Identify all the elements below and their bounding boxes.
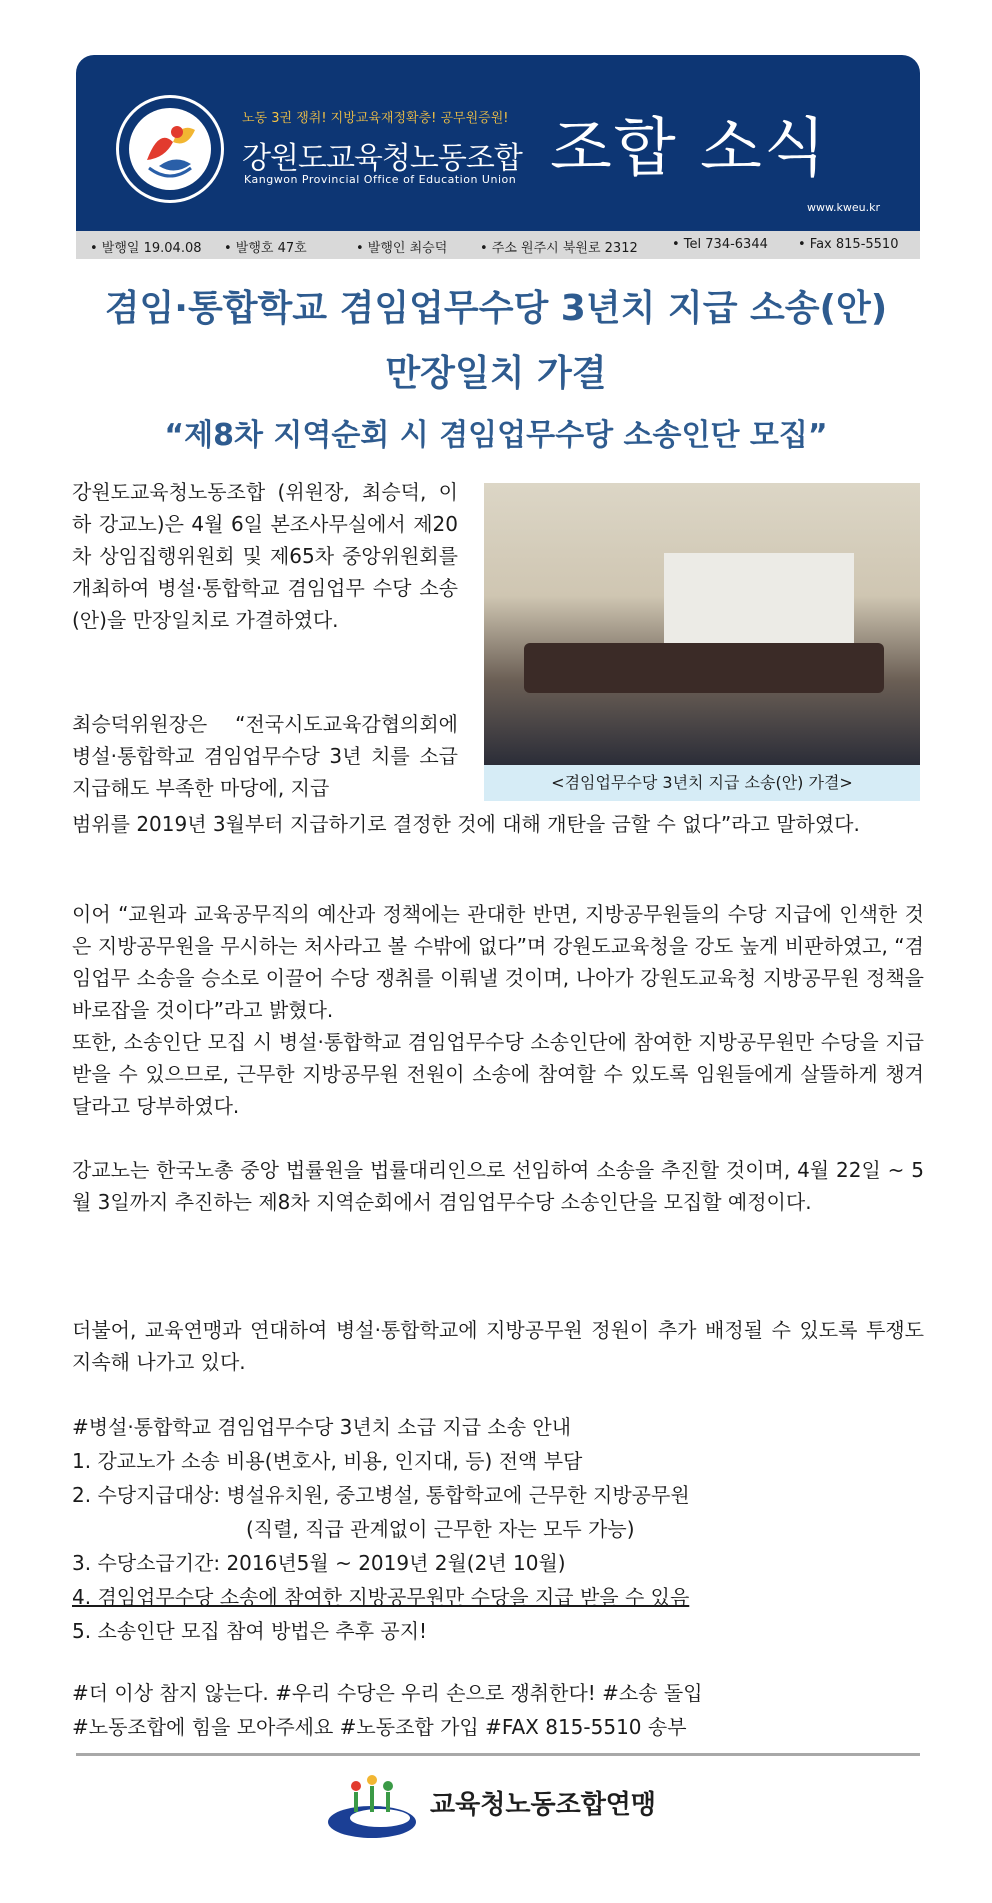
- photo-banner: [664, 553, 854, 653]
- paragraph-4: 또한, 소송인단 모집 시 병설·통합학교 겸임업무수당 소송인단에 참여한 지방공무원만 수당을 지급받을 수 있으므로, 근무한 지방공무원 전원이 소송에 참여할 수 있도록 임원들에게 살뜰하게 챙겨달라고 당부하였다.: [72, 1030, 924, 1118]
- photo-caption: <겸임업무수당 3년치 지급 소송(안) 가결>: [484, 765, 920, 801]
- paragraph-5: 강교노는 한국노총 중앙 법률원을 법률대리인으로 선임하여 소송을 추진할 것이며, 4월 22일 ~ 5월 3일까지 추진하는 제8차 지역순회에서 겸임업무수당 소송인단을 모집할 예정이다.: [72, 1158, 924, 1214]
- hashtag-line-1: #더 이상 참지 않는다. #우리 수당은 우리 손으로 쟁취한다! #소송 돌입: [72, 1681, 703, 1705]
- list-item: 3. 수당소급기간: 2016년5월 ~ 2019년 2월(2년 10월): [72, 1551, 566, 1575]
- union-logo: [116, 95, 224, 203]
- hashtags: [72, 1676, 703, 1744]
- photo-table: [524, 643, 884, 693]
- meeting-photo: [484, 483, 920, 765]
- website-link[interactable]: www.kweu.kr: [807, 201, 880, 214]
- paragraph-1: 강원도교육청노동조합 (위원장, 최승덕, 이하 강교노)은 4월 6일 본조사무실에서 제20차 상임집행위원회 및 제65차 중앙위원회를 개최하여 병설·통합학교 겸임업무 수당 소송(안)을 만장일치로 가결하였다.: [72, 480, 458, 632]
- federation-logo-icon: [320, 1768, 430, 1844]
- header-slogan: 노동 3권 쟁취! 지방교육재정확충! 공무원증원!: [242, 111, 509, 126]
- footer-divider: [76, 1753, 920, 1756]
- list-item: 1. 강교노가 소송 비용(변호사, 비용, 인지대, 등) 전액 부담: [72, 1449, 583, 1473]
- paragraph-2b: 범위를 2019년 3월부터 지급하기로 결정한 것에 대해 개탄을 금할 수 없다”라고 말하였다.: [72, 812, 860, 836]
- address: • 주소 원주시 북원로 2312: [480, 241, 638, 256]
- newsletter-title: 조합 소식: [550, 112, 828, 186]
- headline-subtitle: “제8차 지역순회 시 겸임업무수당 소송인단 모집”: [164, 418, 828, 453]
- footer-org-name: 교육청노동조합연맹: [430, 1790, 657, 1820]
- headline-line-2: 만장일치 가결: [385, 353, 607, 394]
- telephone: • Tel 734-6344: [672, 237, 768, 252]
- list-item-underlined: 4. 겸임업무수당 소송에 참여한 지방공무원만 수당을 지급 받을 수 있음: [72, 1585, 690, 1609]
- list-item: 2. 수당지급대상: 병설유치원, 중고병설, 통합학교에 근무한 지방공무원: [72, 1483, 690, 1507]
- notice-title: #병설·통합학교 겸임업무수당 3년치 소급 지급 소송 안내: [72, 1415, 572, 1439]
- hashtag-line-2: #노동조합에 힘을 모아주세요 #노동조합 가입 #FAX 815-5510 송부: [72, 1715, 687, 1739]
- notice-list: [72, 1410, 690, 1648]
- fax: • Fax 815-5510: [798, 237, 899, 252]
- paragraph-3: 이어 “교원과 교육공무직의 예산과 정책에는 관대한 반면, 지방공무원들의 수당 지급에 인색한 것은 지방공무원을 무시하는 처사라고 볼 수밖에 없다”며 강원도교육청을 강도 높게 비판하였고, “겸임업무 소송을 승소로 이끌어 수당 쟁취를 이뤄낼 것이며, 나아가 강원도교육청 지방공무원 정책을 바로잡을 것이다”라고 밝혔다.: [72, 902, 924, 1022]
- publisher: • 발행인 최승덕: [356, 241, 448, 256]
- list-item: 5. 소송인단 모집 참여 방법은 추후 공지!: [72, 1619, 428, 1643]
- org-name: 강원도교육청노동조합: [242, 141, 522, 176]
- headline-line-1: 겸임·통합학교 겸임업무수당 3년치 지급 소송(안): [104, 288, 888, 329]
- paragraph-6: 더불어, 교육연맹과 연대하여 병설·통합학교에 지방공무원 정원이 추가 배정될 수 있도록 투쟁도 지속해 나가고 있다.: [72, 1318, 924, 1374]
- issue-number: • 발행호 47호: [224, 241, 307, 256]
- list-item-detail: (직렬, 직급 관계없이 근무한 자는 모두 가능): [246, 1517, 635, 1541]
- org-name-en: Kangwon Provincial Office of Education Union: [244, 173, 517, 186]
- paragraph-2a: 최승덕위원장은 “전국시도교육감협의회에 병설·통합학교 겸임업무수당 3년 치를 소급 지급해도 부족한 마당에, 지급: [72, 712, 458, 800]
- newsletter-header: [76, 55, 920, 231]
- issue-date: • 발행일 19.04.08: [90, 241, 202, 256]
- info-bar: [76, 231, 920, 259]
- union-emblem-icon: [129, 108, 211, 190]
